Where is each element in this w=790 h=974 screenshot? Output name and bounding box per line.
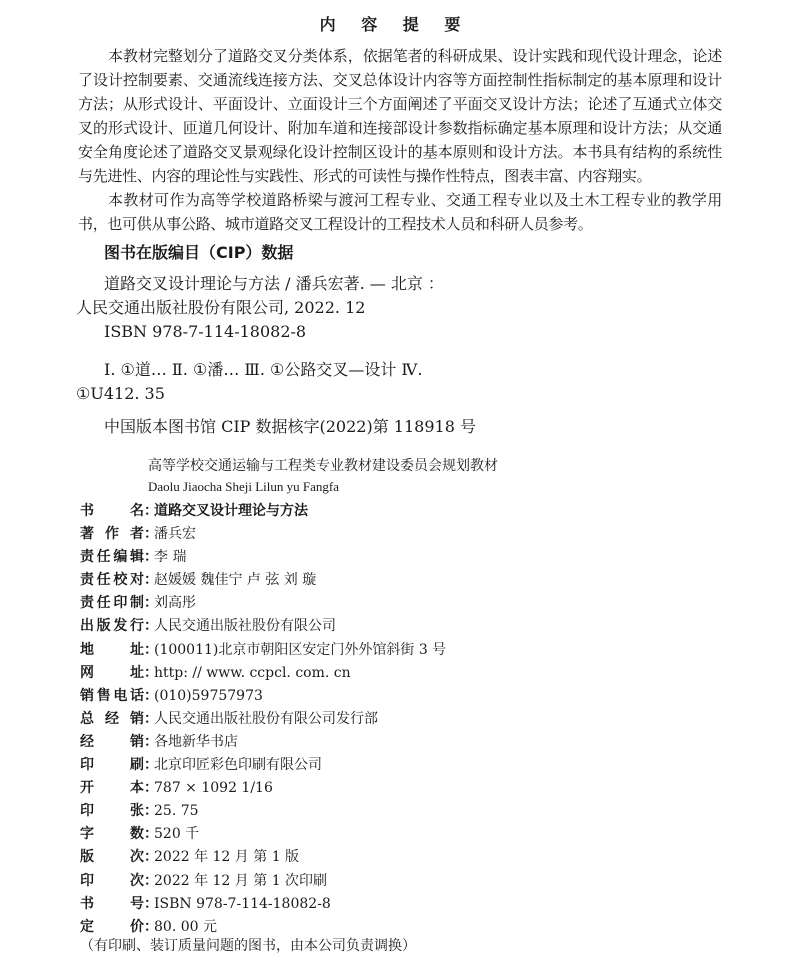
footer-note: （有印刷、装订质量问题的图书，由本公司负责调换） <box>80 938 416 954</box>
info-value: 道路交叉设计理论与方法 <box>154 503 308 519</box>
info-colon: ： <box>144 803 158 820</box>
info-label: 开 本 <box>80 780 144 797</box>
info-colon: ： <box>144 618 158 635</box>
info-value: 25. 75 <box>154 803 199 820</box>
info-row <box>80 592 740 615</box>
info-colon: ： <box>144 895 158 912</box>
info-colon: ： <box>144 526 158 543</box>
info-label: 书 号 <box>80 895 144 912</box>
info-row <box>80 800 740 823</box>
info-value: 李 瑞 <box>154 549 187 566</box>
info-value: 80. 00 元 <box>154 918 217 935</box>
abstract-paragraph-1: 本教材完整划分了道路交叉分类体系，依据笔者的科研成果、设计实践和现代设计理念，论述了设计控制要素、交通流线连接方法、交叉总体设计内容等方面控制性指标制定的基本原理和设计方法；从形式设计、平面设计、立面设计三个方面阐述了平面交叉设计方法；论述了互通式立体交叉的形式设计、匝道几何设计、附加车道和连接部设计参数指标确定基本原理和设计方法；从交通安全角度论述了道路交叉景观绿化设计控制区设计的基本原则和设计方法。本书具有结构的系统性与先进性、内容的理论性与实践性、形式的可读性与操作性特点，图表丰富、内容翔实。 <box>78 47 722 185</box>
info-value: 人民交通出版社股份有限公司 <box>154 618 336 635</box>
cip-record <box>76 272 736 406</box>
info-colon: ： <box>144 503 158 519</box>
info-colon: ： <box>144 687 158 704</box>
info-label: 责 任 校 对 <box>80 572 144 589</box>
info-colon: ： <box>144 849 158 866</box>
info-colon: ： <box>144 918 158 935</box>
info-row <box>80 500 740 523</box>
info-colon: ： <box>144 872 158 889</box>
cip-subject-line: Ⅰ. ①道… Ⅱ. ①潘… Ⅲ. ①公路交叉—设计 Ⅳ. <box>104 360 423 379</box>
info-value: 刘高彤 <box>154 595 196 612</box>
title-pinyin: Daolu Jiaocha Sheji Lilun yu Fangfa <box>148 479 339 494</box>
info-row <box>80 846 740 869</box>
info-value: 各地新华书店 <box>154 733 238 750</box>
cip-heading: 图书在版编目（CIP）数据 <box>104 243 294 262</box>
info-label: 销 售 电 话 <box>80 687 144 704</box>
page-title: 内 容 提 要 <box>319 15 471 34</box>
info-label: 字 数 <box>80 826 144 843</box>
info-label: 地 址 <box>80 641 144 658</box>
info-row <box>80 615 740 638</box>
info-value: 2022 年 12 月 第 1 版 <box>154 849 300 866</box>
cip-isbn-line: ISBN 978-7-114-18082-8 <box>104 322 307 341</box>
info-label: 定 价 <box>80 918 144 935</box>
info-value: (100011)北京市朝阳区安定门外外馆斜街 3 号 <box>154 641 447 658</box>
info-label: 责 任 编 辑 <box>80 549 144 566</box>
info-value: 潘兵宏 <box>154 526 196 543</box>
info-label: 总 经 销 <box>80 710 144 727</box>
info-label: 版 次 <box>80 849 144 866</box>
info-colon: ： <box>144 710 158 727</box>
cip-title-line: 道路交叉设计理论与方法 / 潘兵宏著. — 北京 ： <box>104 274 444 293</box>
info-row <box>80 754 740 777</box>
cip-publisher-line: 人民交通出版社股份有限公司, 2022. 12 <box>76 298 366 317</box>
info-colon: ： <box>144 733 158 750</box>
info-value: 520 千 <box>154 826 200 843</box>
info-label: 印 张 <box>80 803 144 820</box>
info-colon: ： <box>144 757 158 774</box>
info-label: 经 销 <box>80 733 144 750</box>
info-label: 印 刷 <box>80 757 144 774</box>
series-name: 高等学校交通运输与工程类专业教材建设委员会规划教材 <box>148 458 498 474</box>
info-label: 出 版 发 行 <box>80 618 144 635</box>
info-colon: ： <box>144 780 158 797</box>
info-value: ISBN 978-7-114-18082-8 <box>154 895 331 912</box>
abstract-paragraph-2: 本教材可作为高等学校道路桥梁与渡河工程专业、交通工程专业以及土木工程专业的教学用书，也可供从事公路、城市道路交叉工程设计的工程技术人员和科研人员参考。 <box>78 191 722 233</box>
info-colon: ： <box>144 641 158 658</box>
info-row <box>80 569 740 592</box>
info-colon: ： <box>144 572 158 589</box>
info-colon: ： <box>144 664 158 681</box>
info-row <box>80 662 740 685</box>
info-value: 人民交通出版社股份有限公司发行部 <box>154 710 378 727</box>
info-row <box>80 685 740 708</box>
info-value: (010)59757973 <box>154 687 263 704</box>
info-colon: ： <box>144 826 158 843</box>
info-label: 责 任 印 制 <box>80 595 144 612</box>
info-row <box>80 870 740 893</box>
info-row <box>80 893 740 916</box>
info-label: 印 次 <box>80 872 144 889</box>
cip-verification-number: 中国版本图书馆 CIP 数据核字(2022)第 118918 号 <box>104 417 476 436</box>
info-row <box>80 823 740 846</box>
info-colon: ： <box>144 595 158 612</box>
info-label: 网 址 <box>80 664 144 681</box>
info-row <box>80 639 740 662</box>
info-value: 北京印匠彩色印刷有限公司 <box>154 757 322 774</box>
info-row <box>80 777 740 800</box>
abstract <box>78 44 722 236</box>
info-value: http: // www. ccpcl. com. cn <box>154 664 351 681</box>
info-value: 787 × 1092 1/16 <box>154 780 273 797</box>
info-label: 书 名 <box>80 503 144 519</box>
cip-classification-line: ①U412. 35 <box>76 384 165 403</box>
info-row <box>80 546 740 569</box>
publication-info <box>80 500 740 939</box>
info-row <box>80 731 740 754</box>
info-value: 2022 年 12 月 第 1 次印刷 <box>154 872 328 889</box>
info-colon: ： <box>144 549 158 566</box>
info-label: 著 作 者 <box>80 526 144 543</box>
info-value: 赵媛媛 魏佳宁 卢 弦 刘 璇 <box>154 572 317 589</box>
info-row <box>80 708 740 731</box>
info-row <box>80 523 740 546</box>
